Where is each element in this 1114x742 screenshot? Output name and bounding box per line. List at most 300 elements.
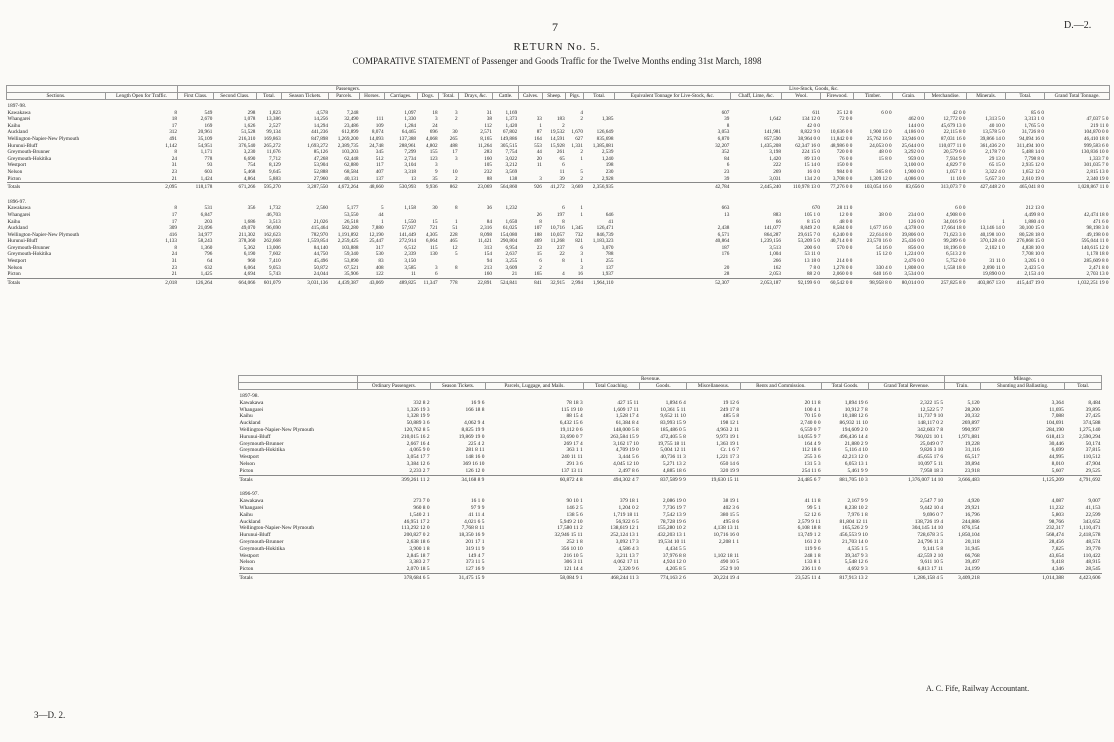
table-cell: 1,670 — [571, 129, 583, 136]
column-header: Calves. — [518, 93, 543, 100]
table-cell: 1,808 0 0 — [904, 264, 924, 271]
column-header: Parcels. — [329, 93, 360, 100]
table-cell: 1,275,140 — [1078, 426, 1101, 433]
table-cell: 38 19 1 — [722, 498, 740, 505]
table-cell — [417, 212, 439, 219]
table-cell: 94 — [486, 258, 492, 265]
table-cell — [730, 110, 782, 117]
table-cell: 1,224 0 0 — [904, 251, 924, 258]
table-cell: 311,494 10 0 — [1016, 142, 1044, 149]
table-cell: 23,486 — [344, 122, 359, 129]
table-cell: 244,886 — [962, 518, 980, 525]
table-cell: 99,134 — [266, 129, 281, 136]
table-cell: 5,607 — [1051, 467, 1064, 474]
table-cell: 176 — [721, 251, 730, 258]
table-cell: 883 — [773, 211, 781, 218]
table-cell: 5,362 — [243, 244, 256, 251]
table-cell: 1,971,881 — [958, 433, 980, 440]
table-cell — [439, 212, 459, 219]
total-cell: 3,666,483 — [944, 475, 981, 483]
table-cell: 31,726 8 0 — [1021, 129, 1044, 136]
table-cell: 5,803 — [1051, 511, 1064, 518]
table-cell: 485 5 8 — [722, 413, 740, 420]
table-cell: 427 15 11 — [617, 399, 639, 406]
section-name: Westport — [239, 454, 259, 461]
table-row — [239, 407, 1102, 414]
section-name: Nelson — [7, 264, 23, 271]
table-cell: 86,932 11 10 — [839, 420, 868, 427]
table-cell: 5,752 0 0 — [946, 258, 966, 265]
table-cell: 200 6 0 — [804, 244, 820, 251]
table-cell: 46,703 — [266, 211, 281, 218]
year-label: 1896-97. — [7, 198, 27, 205]
table-cell: 3,384 12 6 — [406, 460, 430, 467]
total-cell: 2,053,187 — [730, 278, 782, 286]
table-cell: 6,813 17 11 — [917, 566, 944, 573]
table-row — [239, 525, 1102, 532]
table-cell: 496,436 14 4 — [839, 433, 868, 440]
table-cell: 48,986 0 0 — [830, 142, 853, 149]
table-cell: 20,579 6 0 — [943, 149, 966, 156]
table-cell: 9,007 — [1088, 498, 1101, 505]
section-name: Greymouth-Hokitika — [239, 545, 285, 552]
table-cell: 4,378 0 0 — [904, 225, 924, 232]
group-header-row — [239, 376, 1102, 383]
table-cell: 2,547 7 10 — [920, 498, 944, 505]
table-cell — [439, 258, 459, 265]
header-blank — [239, 376, 358, 383]
table-cell: 7,754 — [505, 149, 518, 156]
table-cell: 1,650 — [505, 218, 518, 225]
table-cell: 1,626 — [243, 122, 256, 129]
table-cell: 4,499 8 0 — [1024, 211, 1044, 218]
column-header: Sheep. — [543, 93, 566, 100]
table-cell: 14,294 — [313, 122, 328, 129]
total-cell: 92,199 6 0 — [782, 278, 821, 286]
table-cell: 6,870 — [717, 135, 730, 142]
total-cell: 778 — [439, 278, 459, 286]
table-cell: 319 11 9 — [465, 545, 485, 552]
table-cell: 4,205 8 5 — [665, 566, 686, 573]
table-cell: 41 11 8 — [804, 498, 821, 505]
table-cell: 2,610 19 0 — [1021, 175, 1044, 182]
table-cell: 165,526 2 9 — [842, 525, 868, 532]
table-cell: 121 14 4 — [563, 566, 583, 573]
table-cell: 32,490 — [344, 116, 359, 123]
total-cell: 11,347 — [417, 278, 439, 286]
table-cell: 138,619 12 1 — [610, 525, 639, 532]
table-cell: 1,313 5 0 — [985, 116, 1005, 123]
table-cell: 6 — [434, 271, 438, 278]
table-cell: 94,094 16 0 — [1019, 135, 1044, 142]
section-name: Kaihu — [7, 122, 21, 129]
table-cell: 1,178 18 0 — [1086, 251, 1109, 258]
table-cell: 1,110,471 — [1079, 525, 1101, 532]
table-cell: 363 1 1 — [566, 447, 583, 454]
table-cell: 219 11 0 — [1090, 122, 1109, 129]
table-cell — [518, 205, 543, 212]
table-cell: 141,077 — [764, 225, 781, 232]
table-cell — [853, 162, 892, 169]
table-cell: 144 0 0 — [908, 122, 924, 129]
table-cell: 28,545 — [1085, 566, 1101, 573]
table-cell: 1,686 — [243, 218, 256, 225]
table-cell: Cr. 1 6 7 — [720, 447, 740, 454]
table-cell: 3,444 5 6 — [618, 454, 639, 461]
table-cell: 856 0 0 — [908, 244, 924, 251]
table-cell: 53,550 — [344, 211, 359, 218]
table-cell: 990,997 — [962, 426, 980, 433]
table-cell: 103,203 — [341, 149, 359, 156]
table-cell: 2,178 7 0 — [985, 149, 1005, 156]
table-cell: 266 — [773, 258, 781, 265]
table-cell: 3,322 4 0 — [985, 168, 1005, 175]
total-cell: 98,958 8 0 — [853, 278, 892, 286]
table-cell: 4,838 10 0 — [1021, 244, 1044, 251]
table-cell: 216,310 — [238, 135, 256, 142]
table-cell: 234 0 0 — [908, 211, 924, 218]
table-cell: 1,425 — [200, 271, 213, 278]
table-cell: 306 3 11 — [563, 559, 583, 566]
table-cell: 9,611 10 5 — [920, 559, 944, 566]
table-cell: 9,141 5 8 — [922, 545, 944, 552]
table-cell: 115 19 10 — [561, 406, 583, 413]
table-cell: 46,410 18 0 — [1083, 135, 1109, 142]
column-header-row — [7, 93, 1110, 100]
table-cell: 248 1 8 — [804, 552, 821, 559]
table-cell: 7,736 19 7 — [662, 504, 686, 511]
table-cell: 48 0 0 — [839, 218, 853, 225]
table-cell: 1,158 — [404, 205, 417, 212]
table-cell: 6,240 0 0 — [832, 231, 853, 238]
table-cell: 17 — [171, 122, 177, 129]
table-cell: 732 — [575, 231, 583, 238]
table-cell: 5,883 — [268, 175, 281, 182]
table-cell: 2,167 9 9 — [847, 498, 868, 505]
total-cell: 52,307 — [614, 278, 730, 286]
table-cell: 2,320 9 6 — [618, 566, 639, 573]
table-cell: 110,422 — [1083, 552, 1101, 559]
table-cell: 31,945 — [964, 545, 980, 552]
table-cell: 2,418,578 — [1078, 532, 1101, 539]
table-cell: 93 — [207, 162, 213, 169]
table-cell: 165 — [534, 271, 542, 278]
table-cell: 148 16 0 — [465, 454, 485, 461]
table-cell: 582,280 — [341, 225, 359, 232]
table-cell: 8,484 — [1088, 399, 1101, 406]
table-cell — [730, 123, 782, 130]
table-row — [7, 271, 1110, 278]
total-cell: 43,069 — [359, 278, 384, 286]
table-cell: 10,636 0 0 — [830, 129, 853, 136]
year-row — [7, 100, 1110, 110]
table-cell: 9,053 — [268, 264, 281, 271]
total-cell: 110,978 13 0 — [782, 183, 821, 191]
section-name: Greymouth-Brunner — [7, 149, 50, 156]
table-cell: 3,364 — [1051, 399, 1064, 406]
table-cell: 51 — [452, 225, 458, 232]
table-row — [7, 149, 1110, 156]
table-cell: 7,708 10 0 — [1021, 251, 1044, 258]
table-cell: 46,951 17 2 — [403, 518, 430, 525]
table-cell: 45,655 17 6 — [917, 454, 944, 461]
table-cell: 2,571 — [480, 129, 492, 136]
section-name: Picton — [7, 271, 21, 278]
table-cell: 26,518 — [344, 218, 359, 225]
table-cell: 48 0 0 — [878, 149, 892, 156]
column-header: Chaff, Lime, &c. — [730, 93, 782, 100]
table-cell: 1,894 6 4 — [665, 399, 686, 406]
table-cell: 21,703 14 0 — [842, 538, 868, 545]
table-cell: 1,385 — [601, 116, 614, 123]
total-cell: 1,014,388 — [981, 573, 1065, 581]
table-cell: 1,240 — [601, 155, 614, 162]
table-cell: 650 14 6 — [720, 460, 740, 467]
table-cell: 2,339 — [404, 251, 417, 258]
table-cell: 8,584 0 0 — [832, 225, 853, 232]
table-cell: 1,652 12 0 — [1021, 168, 1044, 175]
table-cell: 32,207 — [715, 142, 730, 149]
table-cell: 301,035 7 0 — [1083, 162, 1109, 169]
table-cell: 4,586 4 3 — [618, 545, 639, 552]
table-cell — [417, 258, 439, 265]
table-cell: 161 2 0 — [804, 538, 821, 545]
table-cell: 228 — [449, 231, 458, 238]
table-cell: 18,196 0 0 — [943, 244, 966, 251]
table-cell: 39,347 9 3 — [844, 552, 868, 559]
table-cell: 273 7 0 — [413, 498, 430, 505]
table-cell: 1,097 — [404, 109, 417, 116]
total-cell: 4,672,264 — [329, 183, 360, 191]
table-cell: 549 — [204, 109, 213, 116]
table-cell: 2 — [539, 264, 542, 271]
table-row — [239, 546, 1102, 553]
total-cell: 1,286,158 4 5 — [869, 573, 944, 581]
table-cell: 5,743 — [268, 271, 281, 278]
table-cell: 864,287 — [764, 231, 781, 238]
table-cell: 2,102 1 0 — [985, 244, 1005, 251]
table-cell: 24,044 — [313, 271, 328, 278]
table-cell: 48,915 — [1085, 559, 1101, 566]
year-label: 1896-97. — [239, 491, 259, 498]
table-cell: 131 5 3 — [804, 460, 821, 467]
totals-label: Totals — [239, 573, 358, 581]
table-row — [7, 156, 1110, 163]
table-cell: 6,190 — [243, 251, 256, 258]
table-cell: 305,515 — [500, 142, 518, 149]
table-cell: 20,332 — [964, 413, 980, 420]
section-name: Wellington-Napier-New Plymouth — [239, 525, 314, 532]
table-cell: 166 18 8 — [465, 406, 485, 413]
total-cell: 60,872 4 8 — [485, 475, 583, 483]
table-cell: 1 — [454, 218, 458, 225]
table-cell: 2,053 — [769, 271, 781, 278]
section-name: Picton — [7, 175, 21, 182]
table-cell: 126 12 0 — [465, 467, 485, 474]
table-cell: 9,645 — [268, 168, 281, 175]
table-cell: 345 — [375, 149, 384, 156]
table-cell: 8 — [174, 205, 177, 212]
table-cell: 17 — [452, 149, 458, 156]
table-cell: 7,934 9 0 — [946, 155, 966, 162]
table-cell: 2,935 12 0 — [1021, 162, 1044, 169]
total-cell: 4,423,606 — [1065, 573, 1102, 581]
table-cell: 374,588 — [1082, 420, 1101, 427]
table-cell: 54,951 — [198, 142, 213, 149]
table-cell: 29,525 — [1085, 467, 1101, 474]
table-cell: 41 — [608, 218, 614, 225]
table-cell: 104,870 0 0 — [1083, 129, 1109, 136]
table-cell: 120,762 8 5 — [403, 426, 430, 433]
table-cell — [893, 205, 925, 212]
table-cell: 8 — [174, 149, 177, 156]
table-cell: 618,413 — [1046, 433, 1064, 440]
totals-row — [7, 278, 1110, 286]
table-cell: 115 — [429, 244, 438, 251]
table-cell: 1,900 0 0 — [904, 168, 924, 175]
table-cell: 99 5 1 — [807, 504, 821, 511]
table-cell: 2,590,294 — [1078, 433, 1101, 440]
section-name: Whangarei — [239, 504, 264, 511]
table-cell: 1,221 17 3 — [716, 454, 740, 461]
table-cell: 3,053 — [717, 129, 730, 136]
table-cell: 4,963 2 11 — [716, 426, 740, 433]
table-cell: 89 13 0 — [804, 155, 820, 162]
total-cell: 313,073 7 0 — [925, 183, 967, 191]
table-cell: 1,142 — [165, 142, 177, 149]
table-cell: 2,070 18 5 — [406, 566, 430, 573]
table-cell: 7,825 — [1051, 545, 1064, 552]
year-label: 1897-98. — [239, 393, 259, 399]
table-cell: 1,385,081 — [592, 142, 614, 149]
table-cell: 169,863 — [263, 135, 281, 142]
page-reference: D.—2. — [1064, 20, 1092, 31]
total-cell: 427,448 2 0 — [967, 183, 1006, 191]
column-header: Minerals. — [967, 93, 1006, 100]
table-cell: 29 13 0 — [989, 155, 1005, 162]
table-cell — [518, 169, 543, 176]
table-cell: 1 — [380, 218, 384, 225]
table-cell: 64 — [207, 258, 213, 265]
table-cell: 10,057 — [550, 231, 565, 238]
total-cell: 489,825 — [385, 278, 417, 286]
table-cell: 778 — [204, 155, 213, 162]
table-cell: 57,937 — [401, 225, 417, 232]
table-cell: 22,614 8 0 — [869, 231, 892, 238]
table-cell: 11,421 — [477, 238, 492, 245]
section-name: Greymouth-Brunner — [7, 244, 50, 251]
table-cell: 11 10 0 — [950, 175, 966, 182]
table-cell: 44,995 — [1048, 454, 1064, 461]
table-cell: 728,678 3 5 — [917, 532, 944, 539]
table-row — [7, 205, 1110, 212]
table-cell: 15,928 — [550, 142, 565, 149]
table-cell: 7,976 1 8 — [847, 511, 868, 518]
table-cell: 2,153 4 0 — [1024, 271, 1044, 278]
section-gap — [7, 286, 1110, 291]
table-cell: 1,057 1 0 — [946, 168, 966, 175]
column-header: Pigs. — [566, 93, 584, 100]
table-cell: 3,383 2 7 — [409, 559, 430, 566]
table-cell: 9,418 — [1051, 559, 1064, 566]
table-cell — [730, 205, 782, 212]
table-cell: 4,692 9 3 — [847, 566, 868, 573]
table-row — [239, 420, 1102, 427]
column-header — [239, 383, 358, 390]
table-cell — [566, 162, 584, 169]
table-cell: 137 13 11 — [561, 467, 583, 474]
table-cell: 45,679 13 0 — [940, 122, 966, 129]
total-cell: 530,993 — [385, 183, 417, 191]
table-cell: 281 8 11 — [465, 447, 485, 454]
table-cell: 12,522 5 7 — [920, 406, 944, 413]
table-cell: 42 0 0 — [806, 122, 820, 129]
section-name: Greymouth-Brunner — [239, 538, 284, 545]
total-cell: 465,041 8 0 — [1006, 183, 1045, 191]
section-name: Kawakawa — [7, 205, 31, 212]
table-cell: 42,213 12 0 — [842, 454, 868, 461]
table-cell: 21 — [171, 175, 177, 182]
table-cell: 84,140 — [313, 244, 328, 251]
table-cell: 212 13 0 — [1025, 205, 1044, 212]
section-name: Kaihu — [7, 218, 21, 225]
table-cell: 6 — [562, 205, 565, 212]
table-cell: 2,560 — [316, 205, 328, 212]
table-cell: 39,895 — [1085, 406, 1101, 413]
table-cell: 25,049 0 7 — [920, 440, 944, 447]
table-cell: 47,037 5 0 — [1086, 116, 1109, 123]
table-cell: 111 — [376, 116, 384, 123]
column-header: Goods. — [640, 383, 687, 390]
column-header: Season Tickets. — [431, 383, 486, 390]
table-cell: 4,920 — [967, 498, 980, 505]
table-cell: 65 15 0 — [989, 162, 1005, 169]
table-cell: 130 — [429, 251, 438, 258]
table-cell: 6,053 13 1 — [844, 460, 868, 467]
total-cell: 83,656 0 — [893, 183, 925, 191]
table-row — [239, 539, 1102, 546]
year-row — [239, 488, 1102, 498]
table-cell: 720 0 0 — [836, 149, 853, 156]
table-cell: 16 9 6 — [470, 399, 485, 406]
table-cell: 760,021 10 1 — [914, 433, 944, 440]
table-cell: 133 8 1 — [804, 559, 821, 566]
table-cell: 6,954 — [505, 244, 518, 251]
table-cell: 3,569 — [505, 168, 518, 175]
table-row — [7, 129, 1110, 136]
column-header: Grand Total Tonnage. — [1045, 93, 1110, 100]
table-cell: 8,165 — [480, 135, 492, 142]
table-cell: 269,897 — [962, 420, 980, 427]
table-cell — [821, 123, 853, 130]
table-cell: 13 — [724, 211, 730, 218]
table-cell: 25,762 16 0 — [866, 135, 892, 142]
table-cell: 2,703 13 0 — [1086, 271, 1109, 278]
table-cell — [543, 265, 566, 272]
total-cell: 841 — [518, 278, 543, 286]
section-name: Kaihu — [239, 413, 253, 420]
table-cell: 59,340 — [344, 251, 359, 258]
table-cell: 754 — [247, 162, 256, 169]
table-cell: 1,232 — [505, 205, 518, 212]
table-cell: 53,904 — [313, 162, 328, 169]
table-cell: 2,476 0 0 — [904, 258, 924, 265]
table-cell: 4,434 5 5 — [665, 545, 686, 552]
table-cell: 298 — [247, 109, 256, 116]
table-cell: 14,591 — [550, 135, 565, 142]
table-cell: 611 — [812, 109, 820, 116]
table-cell: 17 — [171, 218, 177, 225]
